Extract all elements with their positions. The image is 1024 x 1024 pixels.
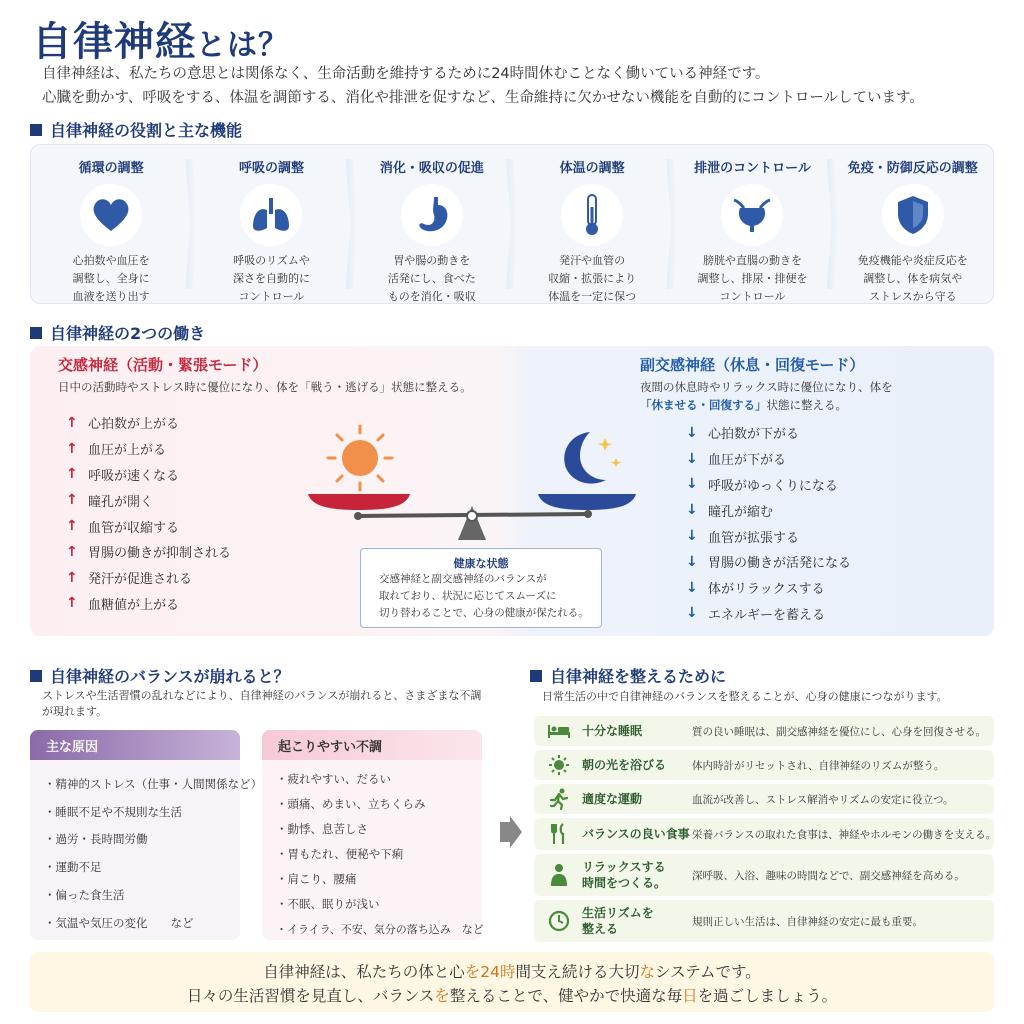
list-item: ↑ 呼吸が速くなる	[66, 466, 180, 484]
sympathetic-list	[66, 410, 231, 616]
role-respiration: 呼吸の調整 呼吸のリズムや 深さを自動的に コントロール	[191, 145, 351, 303]
causes-list	[30, 760, 263, 937]
list-item: 生活リズムを 整える 規則正しい生活は、自律神経の安定に最も重要。	[534, 900, 994, 942]
footer-message	[30, 952, 994, 1012]
list-item: 適度な運動 血流が改善し、ストレス解消やリズムの安定に役立つ。	[534, 784, 994, 814]
balance-scale-illustration	[300, 420, 640, 550]
stomach-icon	[401, 184, 463, 246]
arrow-up-icon: ↑	[66, 414, 78, 431]
footer-line-1: 自律神経は、私たちの体と心を24時間支え続ける大切なシステムです。	[263, 963, 761, 981]
list-item: ・偏った食生活	[44, 888, 125, 903]
list-item: ↑ 血圧が上がる	[66, 440, 167, 459]
arrow-down-icon: ↓	[686, 528, 698, 545]
list-item: ・肩こり、腰痛	[276, 871, 357, 886]
bladder-icon	[721, 184, 783, 246]
clock-icon	[546, 910, 572, 932]
role-digestion: 消化・吸収の促進 胃や腸の動きを 活発にし、食べた ものを消化・吸収	[352, 145, 512, 303]
arrow-up-icon: ↑	[66, 543, 78, 560]
list-item: 十分な睡眠 質の良い睡眠は、副交感神経を優位にし、心身を回復させる。	[534, 716, 994, 746]
imbalance-desc: ストレスや生活習慣の乱れなどにより、自律神経のバランスが崩れると、さまざまな不調 が現れます。	[42, 689, 482, 718]
list-item: ↑ 胃腸の働きが抑制される	[66, 543, 232, 562]
imbalance-heading: 自律神経のバランスが崩れると？	[30, 664, 290, 687]
arrow-down-icon: ↓	[686, 553, 698, 570]
bed-icon	[546, 723, 572, 739]
list-item: ・動悸、息苦しさ	[276, 821, 368, 836]
arrow-up-icon: ↑	[66, 569, 78, 586]
list-item: ・精神的ストレス（仕事・人間関係など）	[44, 776, 263, 791]
list-item: ・頭痛、めまい、立ちくらみ	[276, 796, 426, 811]
page-title: 自律神経とは？	[32, 19, 289, 65]
role-circulation: 循環の調整 心拍数や血圧を 調整し、全身に 血液を送り出す	[31, 145, 191, 303]
list-item: 朝の光を浴びる 体内時計がリセットされ、自律神経のリズムが整う。	[534, 750, 994, 780]
arrow-up-icon: ↑	[66, 466, 78, 483]
list-item: ↓ 血圧が下がる	[686, 450, 787, 469]
list-item: ・疲れやすい、だるい	[276, 771, 391, 786]
list-item: ・イライラ、不安、気分の落ち込み など	[276, 922, 484, 936]
sympathetic-desc: 日中の活動時やストレス時に優位になり、体を「戦う・逃げる」状態に整える。	[58, 380, 472, 394]
shield-icon	[882, 184, 944, 246]
intro-line: 自律神経は、私たちの意思とは関係なく、生命活動を維持するために24時間休むことなく働いている神経です。	[42, 66, 770, 82]
list-item: ・胃もたれ、便秘や下痢	[276, 846, 404, 861]
list-item: ↑ 発汗が促進される	[66, 569, 193, 588]
relax-icon	[546, 863, 572, 887]
heart-icon	[80, 184, 142, 246]
list-item: ↑ 瞳孔が開く	[66, 492, 154, 510]
symptoms-list	[262, 760, 482, 941]
sun-illustration-icon	[328, 426, 392, 490]
list-item: ・気温や気圧の変化 など	[44, 915, 194, 930]
causes-box	[30, 730, 263, 940]
utensils-icon	[546, 823, 572, 845]
intro-line: 心臓を動かす、呼吸をする、体温を調節する、消化や排泄を促すなど、生命維持に欠かせない機能を自動的にコントロールしています。	[42, 90, 924, 106]
parasympathetic-desc: 夜間の休息時やリラックス時に優位になり、体を 「休ませる・回復する」状態に整える。	[640, 380, 893, 412]
list-item: ・運動不足	[44, 860, 102, 875]
list-item: ↓ 胃腸の働きが活発になる	[686, 553, 852, 572]
footer-line-2: 日々の生活習慣を見直し、バランスを整えることで、健やかで快適な毎日を過ごしましょう。	[186, 987, 838, 1005]
symptoms-title: 起こりやすい不調	[262, 730, 482, 760]
role-temperature: 体温の調整 発汗や血管の 収縮・拡張により 体温を一定に保つ	[512, 145, 672, 303]
list-item: ・睡眠不足や不規則な生活	[44, 804, 182, 819]
arrow-up-icon: ↑	[66, 440, 78, 457]
list-item: ・過労・長時間労働	[44, 832, 148, 847]
list-item: ↓ 血管が拡張する	[686, 528, 800, 546]
list-item: ↑ 血管が収縮する	[66, 518, 180, 536]
symptoms-box	[262, 730, 482, 940]
care-list	[534, 716, 997, 946]
arrow-up-icon: ↑	[66, 518, 78, 535]
arrow-right-icon	[498, 814, 524, 850]
role-excretion: 排泄のコントロール 膀胱や直腸の動きを 調整し、排尿・排便を コントロール	[672, 145, 832, 303]
roles-panel	[30, 144, 994, 304]
thermometer-icon	[561, 184, 623, 246]
arrow-down-icon: ↓	[686, 476, 698, 493]
list-item: ・不眠、眠りが浅い	[276, 896, 380, 911]
list-item: バランスの良い食事 栄養バランスの取れた食事は、神経やホルモンの働きを支える。	[534, 818, 994, 850]
role-immunity: 免疫・防御反応の調整 免疫機能や炎症反応を 調整し、体を病気や ストレスから守る	[847, 161, 978, 303]
list-item: リラックスする 時間をつくる。 深呼吸、入浴、趣味の時間などで、副交感神経を高める。	[534, 854, 994, 896]
sun-icon	[546, 754, 572, 776]
running-icon	[546, 788, 572, 810]
list-item: ↓ 心拍数が下がる	[686, 424, 800, 443]
arrow-down-icon: ↓	[686, 450, 698, 467]
arrow-up-icon: ↑	[66, 492, 78, 509]
care-desc: 日常生活の中で自律神経のバランスを整えることが、心身の健康につながります。	[542, 690, 948, 703]
parasympathetic-list	[686, 420, 851, 626]
roles-heading: 自律神経の役割と主な機能	[30, 118, 242, 141]
list-item: ↑ 血糖値が上がる	[66, 595, 180, 613]
intro-text	[42, 62, 924, 110]
list-item: ↓ 体がリラックスする	[686, 579, 825, 598]
arrow-down-icon: ↓	[686, 502, 698, 519]
list-item: ↑ 心拍数が上がる	[66, 414, 180, 433]
list-item: ↓ エネルギーを蓄える	[686, 605, 826, 623]
care-heading: 自律神経を整えるために	[530, 664, 726, 687]
healthy-state-box: 健康な状態 交感神経と副交感神経のバランスが 取れており、状況に応じてスムーズに 切り替わることで、心身の健康が保たれる。	[360, 548, 602, 628]
arrow-down-icon: ↓	[686, 424, 698, 441]
causes-title: 主な原因	[30, 730, 240, 760]
moon-illustration-icon	[564, 432, 621, 484]
list-item: ↓ 呼吸がゆっくりになる	[686, 476, 838, 494]
arrow-down-icon: ↓	[686, 605, 698, 622]
parasympathetic-title: 副交感神経（休息・回復モード）	[640, 356, 865, 374]
list-item: ↓ 瞳孔が縮む	[686, 502, 774, 520]
sympathetic-title: 交感神経（活動・緊張モード）	[58, 356, 268, 374]
arrow-up-icon: ↑	[66, 595, 78, 612]
lungs-icon	[240, 184, 302, 246]
arrow-down-icon: ↓	[686, 579, 698, 596]
two-heading: 自律神経の2つの働き	[30, 321, 205, 344]
